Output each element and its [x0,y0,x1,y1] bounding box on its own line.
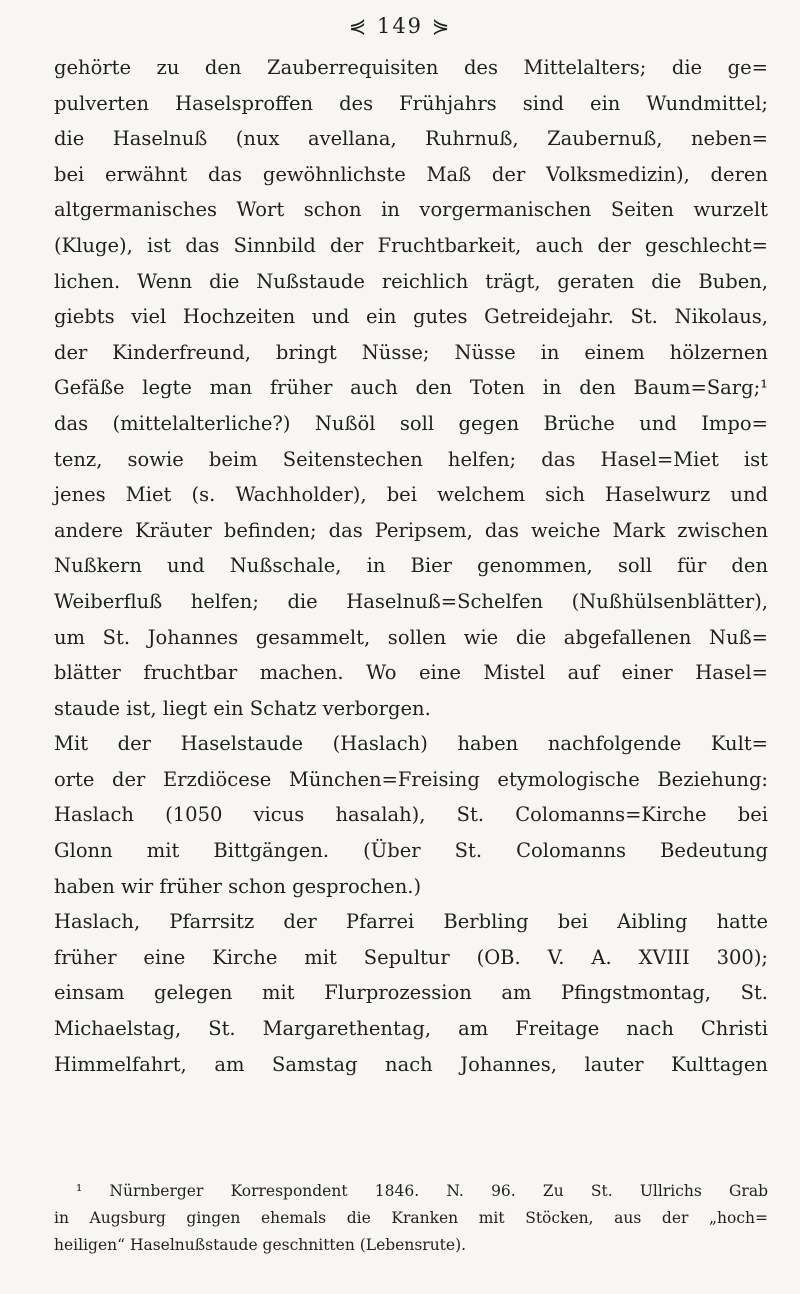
text-line: Nußkern und Nußschale, in Bier genommen, soll für den [54,554,768,578]
text-line: (Kluge), ist das Sinnbild der Fruchtbarkeit, auch der geschlecht= [54,233,768,257]
text-line: Glonn mit Bittgängen. (Über St. Colomanns Bedeutung [54,839,768,863]
text-line: Haslach, Pfarrsitz der Pfarrei Berbling bei Aibling hatte [54,910,768,934]
text-line: giebts viel Hochzeiten und ein gutes Getreidejahr. St. Nikolaus, [54,305,768,329]
footnote-line: ¹ Nürnberger Korrespondent 1846. N. 96. Zu St. Ullrichs Grab [76,1182,768,1200]
text-line: Mit der Haselstaude (Haslach) haben nachfolgende Kult= [54,732,768,756]
footnote-line: heiligen“ Haselnußstaude geschnitten (Lebensrute). [54,1236,467,1254]
text-line: das (mittelalterliche?) Nußöl soll gegen Brüche und Impo= [54,411,768,435]
text-line: staude ist, liegt ein Schatz verborgen. [54,696,431,720]
text-line: Haslach (1050 vicus hasalah), St. Colomanns=Kirche bei [54,803,768,827]
text-line: lichen. Wenn die Nußstaude reichlich trägt, geraten die Buben, [54,269,768,293]
footnote-line: in Augsburg gingen ehemals die Kranken mit Stöcken, aus der „hoch= [54,1209,768,1227]
text-line: tenz, sowie beim Seitenstechen helfen; das Hasel=Miet ist [54,447,768,471]
text-line: pulverten Haselsproffen des Frühjahrs sind ein Wundmittel; [54,91,768,115]
text-line: Weiberfluß helfen; die Haselnuß=Schelfen (Nußhülsenblätter), [54,589,768,613]
text-line: Michaelstag, St. Margarethentag, am Freitage nach Christi [54,1017,768,1041]
text-line: andere Kräuter befinden; das Peripsem, das weiche Mark zwischen [54,518,768,542]
body-text [54,50,768,1082]
text-line: altgermanisches Wort schon in vorgermanischen Seiten wurzelt [54,198,768,222]
text-line: Himmelfahrt, am Samstag nach Johannes, lauter Kulttagen [54,1052,768,1076]
text-line: orte der Erzdiöcese München=Freising etymologische Beziehung: [54,767,768,791]
text-line: die Haselnuß (nux avellana, Ruhrnuß, Zaubernuß, neben= [54,127,768,151]
text-line: früher eine Kirche mit Sepultur (OB. V. A. XVIII 300); [54,945,768,969]
text-line: gehörte zu den Zauberrequisiten des Mittelalters; die ge= [54,56,768,79]
text-line: der Kinderfreund, bringt Nüsse; Nüsse in einem hölzernen [54,340,768,364]
text-line: Gefäße legte man früher auch den Toten in den Baum=Sarg;¹ [54,376,768,400]
page-number: ⋞ 149 ⋟ [348,14,452,38]
text-line: bei erwähnt das gewöhnlichste Maß der Volksmedizin), deren [54,162,768,186]
footnotes [54,1178,768,1259]
text-line: um St. Johannes gesammelt, sollen wie die abgefallenen Nuß= [54,625,768,649]
text-line: blätter fruchtbar machen. Wo eine Mistel auf einer Hasel= [54,661,768,685]
text-line: einsam gelegen mit Flurprozession am Pfingstmontag, St. [54,981,768,1005]
text-line: haben wir früher schon gesprochen.) [54,874,422,898]
text-line: jenes Miet (s. Wachholder), bei welchem sich Haselwurz und [54,483,768,507]
